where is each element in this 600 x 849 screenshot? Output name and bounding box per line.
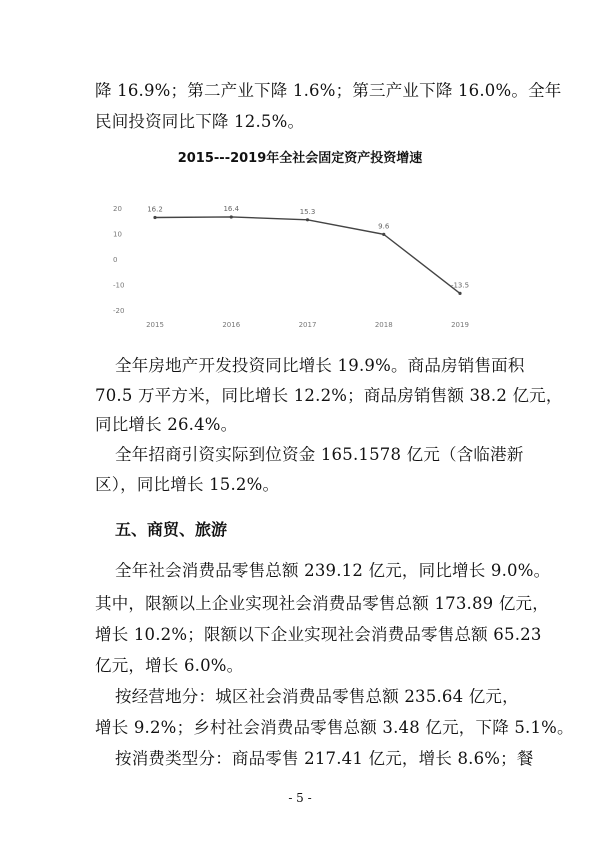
paragraph-line: 按经营地分：城区社会消费品零售总额 235.64 亿元， <box>115 687 519 706</box>
x-tick-label: 2019 <box>451 321 469 329</box>
intro-line-2: 民间投资同比下降 12.5%。 <box>95 112 305 131</box>
paragraph-line: 全年招商引资实际到位资金 165.1578 亿元（含临港新 <box>115 445 524 464</box>
data-point <box>382 233 385 236</box>
chart-title: 2015---2019年全社会固定资产投资增速 <box>177 151 423 166</box>
paragraph-line: 亿元，增长 6.0%。 <box>95 656 244 675</box>
data-label: 16.4 <box>223 204 240 213</box>
y-tick-label: 0 <box>113 255 118 264</box>
paragraph-line: 全年房地产开发投资同比增长 19.9%。商品房销售面积 <box>115 356 525 375</box>
paragraph-line: 增长 10.2%；限额以下企业实现社会消费品零售总额 65.23 <box>95 625 542 644</box>
paragraph-line: 70.5 万平方米，同比增长 12.2%；商品房销售额 38.2 亿元， <box>95 386 563 405</box>
section-heading: 五、商贸、旅游 <box>115 520 228 539</box>
x-tick-label: 2017 <box>298 321 317 329</box>
paragraph-line: 区），同比增长 15.2%。 <box>95 475 280 494</box>
series-line <box>155 217 460 293</box>
data-label: 9.6 <box>378 222 390 231</box>
data-point <box>306 218 309 221</box>
x-tick-label: 2015 <box>146 321 164 329</box>
data-point <box>230 215 233 218</box>
y-tick-label: -20 <box>113 307 125 315</box>
paragraph-line: 全年社会消费品零售总额 239.12 亿元，同比增长 9.0%。 <box>115 561 551 580</box>
paragraph-line: 按消费类型分：商品零售 217.41 亿元，增长 8.6%；餐 <box>115 749 534 768</box>
y-tick-label: -10 <box>113 281 125 290</box>
y-tick-label: 20 <box>113 204 122 213</box>
data-point <box>458 292 461 295</box>
data-label: -13.5 <box>450 281 470 290</box>
data-label: 15.3 <box>299 207 316 216</box>
paragraph-line: 同比增长 26.4%。 <box>95 415 238 434</box>
paragraph-line: 增长 9.2%；乡村社会消费品零售总额 3.48 亿元，下降 5.1%。 <box>95 718 574 737</box>
paragraph-line: 其中，限额以上企业实现社会消费品零售总额 173.89 亿元， <box>95 594 549 613</box>
data-point <box>153 216 156 219</box>
y-tick-label: 10 <box>113 230 122 239</box>
intro-line-1: 降 16.9%；第二产业下降 1.6%；第三产业下降 16.0%。全年 <box>95 81 562 100</box>
x-tick-label: 2016 <box>222 321 241 329</box>
investment-growth-chart <box>95 170 505 335</box>
data-label: 16.2 <box>147 205 163 214</box>
page-number: - 5 - <box>288 791 312 805</box>
x-tick-label: 2018 <box>374 321 393 329</box>
